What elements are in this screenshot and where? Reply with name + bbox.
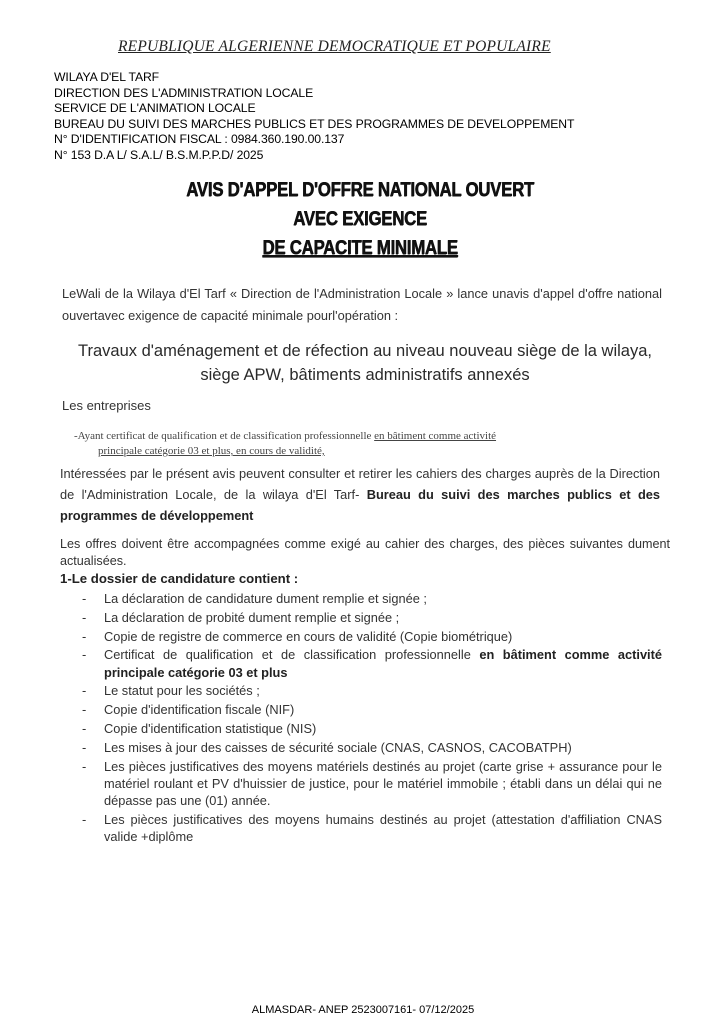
list-item: - Copie d'identification fiscale (NIF)	[82, 702, 295, 718]
cert-note-prefix: -Ayant certificat de qualification et de classification professionnelle	[74, 430, 375, 442]
list-item: - Copie de registre de commerce en cours de validité (Copie biométrique)	[82, 628, 513, 644]
certificate-requirement	[74, 429, 574, 459]
cert-note-underlined: en bâtiment comme activité	[374, 430, 497, 442]
consultation-bureau: Bureau du suivi des marches publics et des programmes de développement	[60, 487, 661, 523]
dossier-heading: 1-Le dossier de candidature contient :	[60, 571, 299, 586]
header-line: N° 153 D.A L/ S.A.L/ B.S.M.P.P.D/ 2025	[54, 147, 264, 162]
list-item: - La déclaration de probité dument remplie et signée ;	[82, 609, 400, 625]
list-item: - Le statut pour les sociétés ;	[82, 683, 260, 699]
companies-label: Les entreprises	[62, 398, 151, 413]
footer-reference: ALMASDAR- ANEP 2523007161- 07/12/2025	[251, 1004, 475, 1016]
list-item: - La déclaration de candidature dument remplie et signée ;	[82, 591, 427, 606]
header-line: BUREAU DU SUIVI DES MARCHES PUBLICS ET DES PROGRAMMES DE DEVELOPPEMENT	[54, 116, 575, 131]
cert-note-underlined-line-2: principale catégorie 03 et plus, en cours de validité,	[98, 445, 325, 457]
header-line: WILAYA D'EL TARF	[54, 70, 160, 84]
header-line: N° D'IDENTIFICATION FISCAL : 0984.360.190.00.137	[54, 132, 345, 147]
offers-paragraph: Les offres doivent être accompagnées comme exigé au cahier des charges, des pièces suivantes dument actualisées.	[60, 537, 670, 568]
intro-paragraph: LeWali de la Wilaya d'El Tarf « Direction de l'Administration Locale » lance unavis d'appel d'offre national ouvertavec exigence de capacité minimale pourl'opération :	[62, 286, 662, 323]
administration-header	[54, 70, 574, 164]
list-item: - Les mises à jour des caisses de sécurité sociale (CNAS, CASNOS, CACOBATPH)	[82, 739, 572, 755]
list-item: - Certificat de qualification et de classification professionnelle en bâtiment comme activité principale catégorie 03 et plus	[82, 647, 662, 680]
list-item: - Les pièces justificatives des moyens humains destinés au projet (attestation d'affiliation CNAS valide +diplôme	[82, 811, 662, 844]
consultation-text: Intéressées par le présent avis peuvent consulter et retirer les cahiers des charges auprès de la Direction de l'Administration Locale, de la wilaya d'El Tarf-	[60, 466, 660, 502]
header-line: DIRECTION DES L'ADMINISTRATION LOCALE	[54, 85, 314, 100]
republic-title: REPUBLIQUE ALGERIENNE DEMOCRATIQUE ET POPULAIRE	[118, 38, 551, 55]
notice-title-line-1: AVIS D'APPEL D'OFFRE NATIONAL OUVERT AVEC EXIGENCE	[186, 179, 534, 230]
header-line: SERVICE DE L'ANIMATION LOCALE	[54, 101, 256, 116]
list-item: - Copie d'identification statistique (NIS)	[82, 720, 317, 736]
list-item: - Les pièces justificatives des moyens matériels destinés au projet (carte grise + assurance pour le matériel roulant et PV d'huissier de justice, pour le matériel immobile ; établi dans un délai qui ne dépasse pas une (01) année.	[82, 758, 662, 808]
project-title: Travaux d'aménagement et de réfection au niveau nouveau siège de la wilaya, siège APW, bâtiments administratifs annexés	[78, 342, 652, 384]
notice-title	[163, 176, 558, 263]
notice-title-line-2: DE CAPACITE MINIMALE	[262, 237, 458, 259]
consultation-paragraph	[60, 463, 660, 526]
dossier-list	[82, 590, 662, 847]
